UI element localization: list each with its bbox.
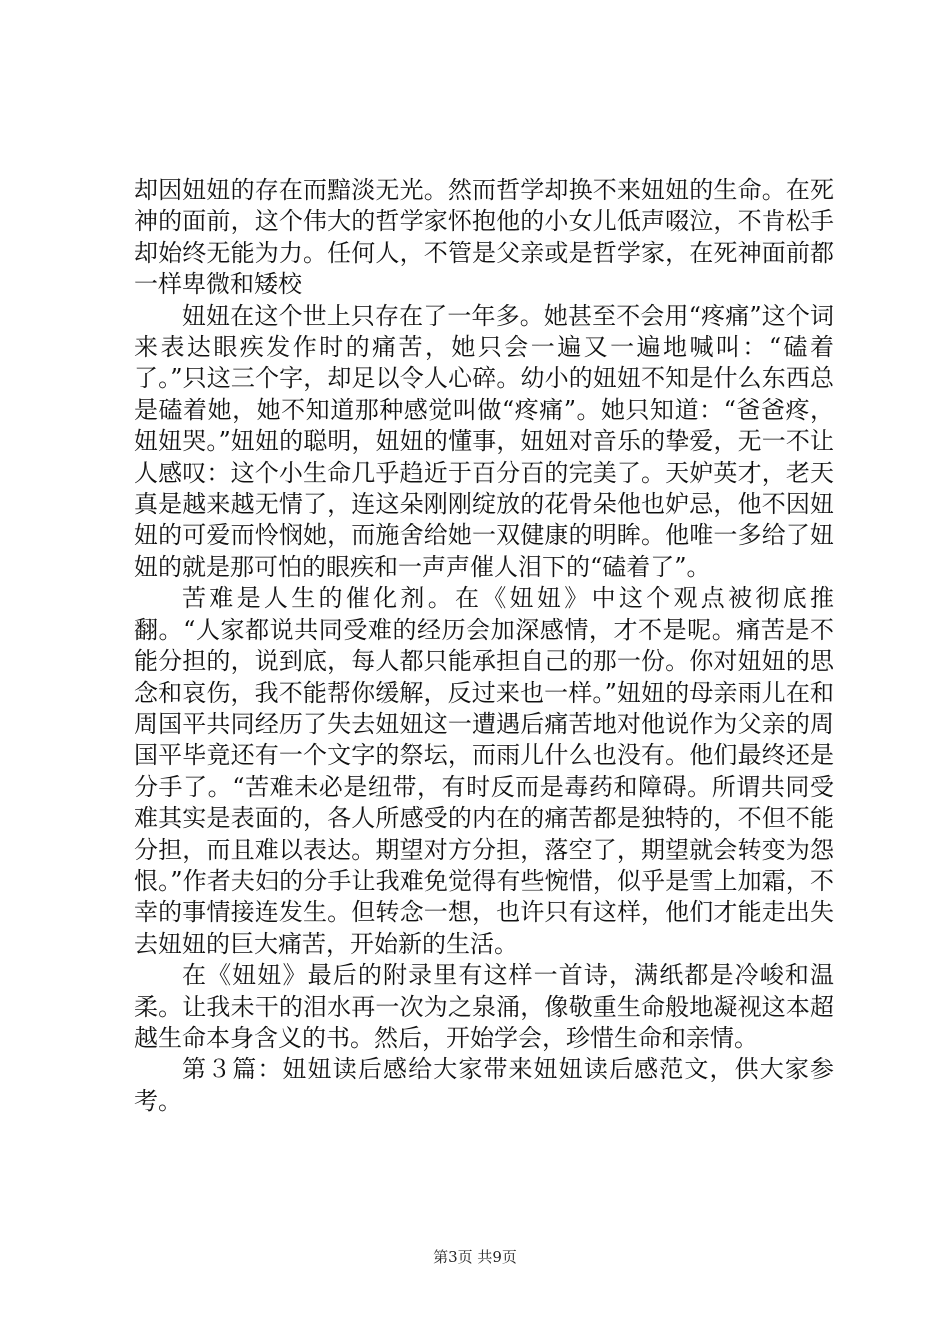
paragraph-section-3-heading: 第３篇：妞妞读后感给大家带来妞妞读后感范文，供大家参考。 [134, 1055, 834, 1115]
paragraph-niuniu-pain: 妞妞在这个世上只存在了一年多。她甚至不会用“疼痛”这个词来表达眼疾发作时的痛苦，她只会一遍又一遍地喊叫：“磕着了。”只这三个字，却足以令人心碎。幼小的妞妞不知是什么东西总是磕着她，她不知道那种感觉叫做“疼痛”。她只知道：“爸爸疼，妞妞哭。”妞妞的聪明，妞妞的懂事，妞妞对音乐的挚爱，无一不让人感叹：这个小生命几乎趋近于百分百的完美了。天妒英才，老天真是越来越无情了，连这朵刚刚绽放的花骨朵他也妒忌，他不因妞妞的可爱而怜悯她，而施舍给她一双健康的明眸。他唯一多给了妞妞的就是那可怕的眼疾和一声声催人泪下的“磕着了”。 [134, 301, 834, 581]
paragraph-continuation: 却因妞妞的存在而黯淡无光。然而哲学却换不来妞妞的生命。在死神的面前，这个伟大的哲学家怀抱他的小女儿低声啜泣，不肯松手却始终无能为力。任何人，不管是父亲或是哲学家，在死神面前都一样卑微和矮校 [134, 176, 834, 299]
paragraph-suffering: 苦难是人生的催化剂。在《妞妞》中这个观点被彻底推翻。“人家都说共同受难的经历会加深感情，才不是呢。痛苦是不能分担的，说到底，每人都只能承担自己的那一份。你对妞妞的思念和哀伤，我不能帮你缓解，反过来也一样。”妞妞的母亲雨儿在和周国平共同经历了失去妞妞这一遭遇后痛苦地对他说作为父亲的周国平毕竟还有一个文字的祭坛，而雨儿什么也没有。他们最终还是分手了。“苦难未必是纽带，有时反而是毒药和障碍。所谓共同受难其实是表面的，各人所感受的内在的痛苦都是独特的，不但不能分担，而且难以表达。期望对方分担，落空了，期望就会转变为怨恨。”作者夫妇的分手让我难免觉得有些惋惜，似乎是雪上加霜，不幸的事情接连发生。但转念一想，也许只有这样，他们才能走出失去妞妞的巨大痛苦，开始新的生活。 [134, 584, 834, 958]
paragraph-appendix-poem: 在《妞妞》最后的附录里有这样一首诗，满纸都是冷峻和温柔。让我未干的泪水再一次为之泉涌，像敬重生命般地凝视这本超越生命本身含义的书。然后，开始学会，珍惜生命和亲情。 [134, 961, 834, 1052]
page-number-footer: 第3页 共9页 [433, 1248, 517, 1266]
body-text [134, 175, 834, 1117]
